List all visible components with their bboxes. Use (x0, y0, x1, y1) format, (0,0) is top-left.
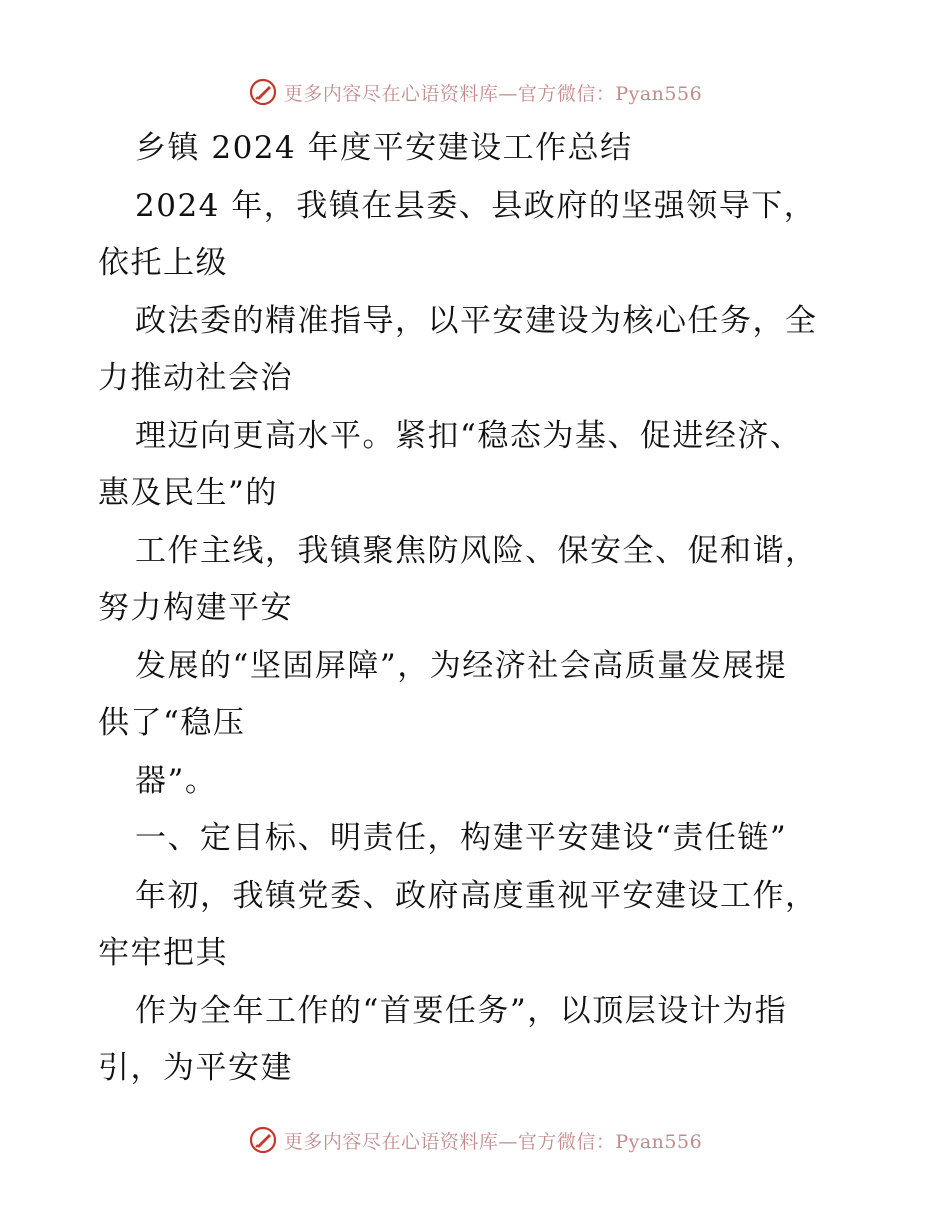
text-line: 一、定目标、明责任，构建平安建设“责任链” (135, 820, 788, 856)
text-line: 作为全年工作的“首要任务”，以顶层设计为指 (135, 992, 788, 1029)
text-line: 年初，我镇党委、政府高度重视平安建设工作， (135, 877, 818, 914)
text-line: 2024 年，我镇在县委、县政府的坚强领导下， (135, 187, 817, 224)
text-line: 牢牢把其 (98, 935, 228, 971)
text-line: 力推动社会治 (98, 360, 293, 396)
quill-logo-icon (248, 1125, 278, 1155)
text-line: 理迈向更高水平。紧扣“稳态为基、促进经济、 (135, 417, 803, 454)
text-line: 努力构建平安 (98, 590, 293, 626)
quill-logo-icon (248, 77, 278, 107)
header-banner (0, 72, 950, 112)
text-line: 器”。 (135, 762, 218, 799)
text-line: 工作主线，我镇聚焦防风险、保安全、促和谐， (135, 532, 818, 569)
banner-text: 更多内容尽在心语资料库—官方微信：Pyan556 (283, 82, 703, 105)
banner-text: 更多内容尽在心语资料库—官方微信：Pyan556 (283, 1130, 703, 1153)
text-line: 引，为平安建 (98, 1050, 293, 1086)
text-line: 供了“稳压 (98, 705, 246, 741)
document-body (98, 120, 858, 1098)
footer-banner (0, 1120, 950, 1160)
text-line: 发展的“坚固屏障”，为经济社会高质量发展提 (135, 647, 788, 684)
text-line: 政法委的精准指导，以平安建设为核心任务，全 (135, 302, 818, 339)
text-line: 惠及民生”的 (98, 475, 278, 511)
text-line: 依托上级 (98, 245, 228, 281)
text-line: 乡镇 2024 年度平安建设工作总结 (135, 130, 633, 166)
